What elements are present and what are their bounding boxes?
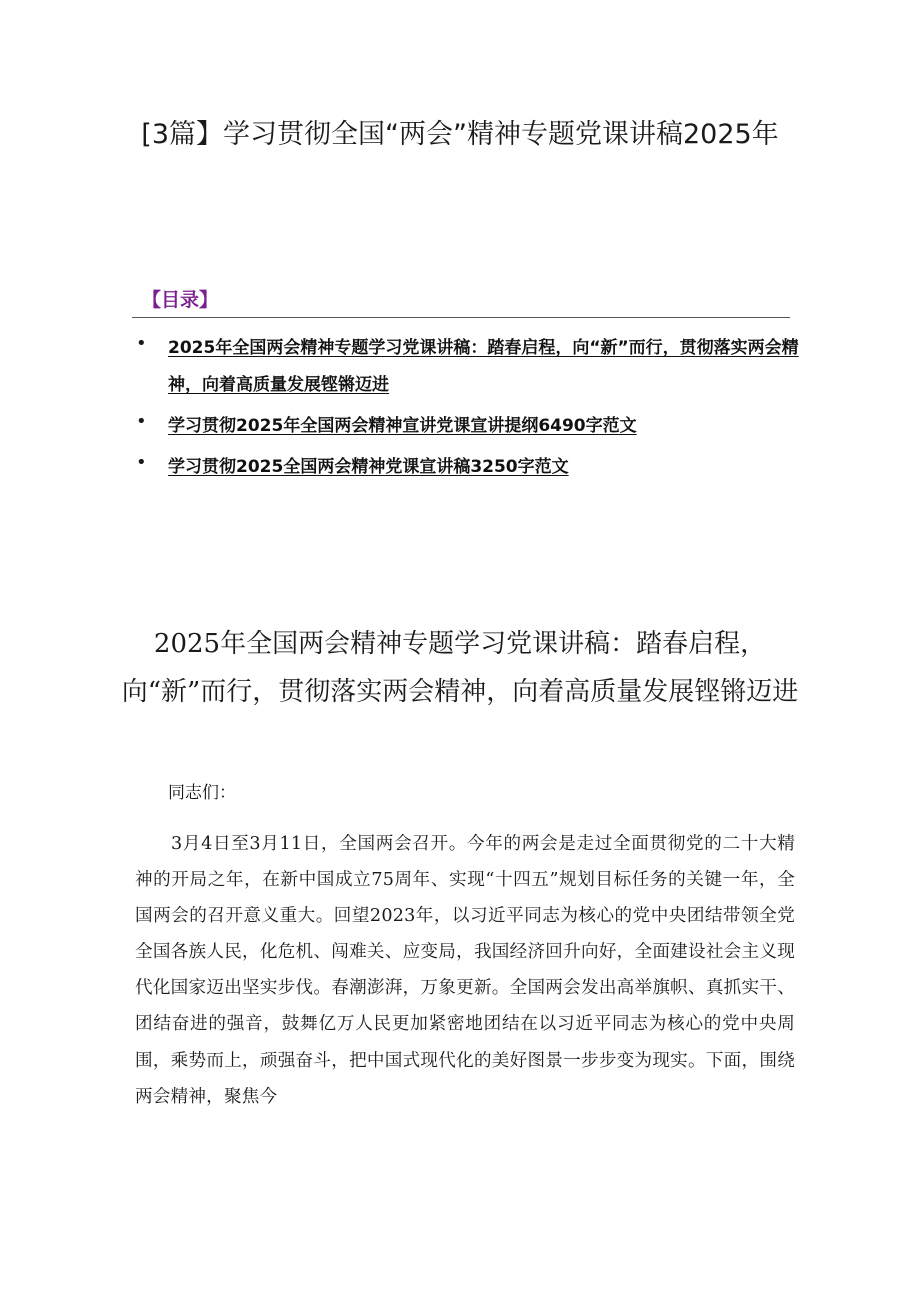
toc-item [132,449,802,486]
toc-divider [132,317,790,318]
toc-item [132,408,802,445]
toc-list [132,333,802,496]
toc-label: 【目录】 [142,289,219,311]
bullet-icon: • [136,411,147,432]
document-title: [3篇】学习贯彻全国“两会”精神专题党课讲稿2025年 [141,119,779,150]
toc-item [132,330,802,404]
section-title: 2025年全国两会精神专题学习党课讲稿：踏春启程，向“新”而行，贯彻落实两会精神，向着高质量发展铿锵迈进 [121,629,799,707]
body-paragraph: 3月4日至3月11日，全国两会召开。今年的两会是走过全面贯彻党的二十大精神的开局之年，在新中国成立75周年、实现“十四五”规划目标任务的关键一年，全国两会的召开意义重大。回望2023年，以习近平同志为核心的党中央团结带领全党全国各族人民，化危机、闯难关、应变局，我国经济回升向好，全面建设社会主义现代化国家迈出坚实步伐。春潮澎湃，万象更新。全国两会发出高举旗帜、真抓实干、团结奋进的强音，鼓舞亿万人民更加紧密地团结在以习近平同志为核心的党中央周围，乘势而上，顽强奋斗，把中国式现代化的美好图景一步步变为现实。下面，围绕两会精神，聚焦今 [135,834,795,1107]
toc-link-3[interactable]: 学习贯彻2025全国两会精神党课宣讲稿3250字范文 [168,457,569,477]
toc-link-2[interactable]: 学习贯彻2025年全国两会精神宣讲党课宣讲提纲6490字范文 [168,416,637,436]
bullet-icon: • [136,452,147,473]
toc-link-1[interactable]: 2025年全国两会精神专题学习党课讲稿：踏春启程，向“新”而行，贯彻落实两会精神，向着高质量发展铿锵迈进 [168,338,799,395]
bullet-icon: • [136,333,147,354]
salutation: 同志们： [168,783,236,803]
